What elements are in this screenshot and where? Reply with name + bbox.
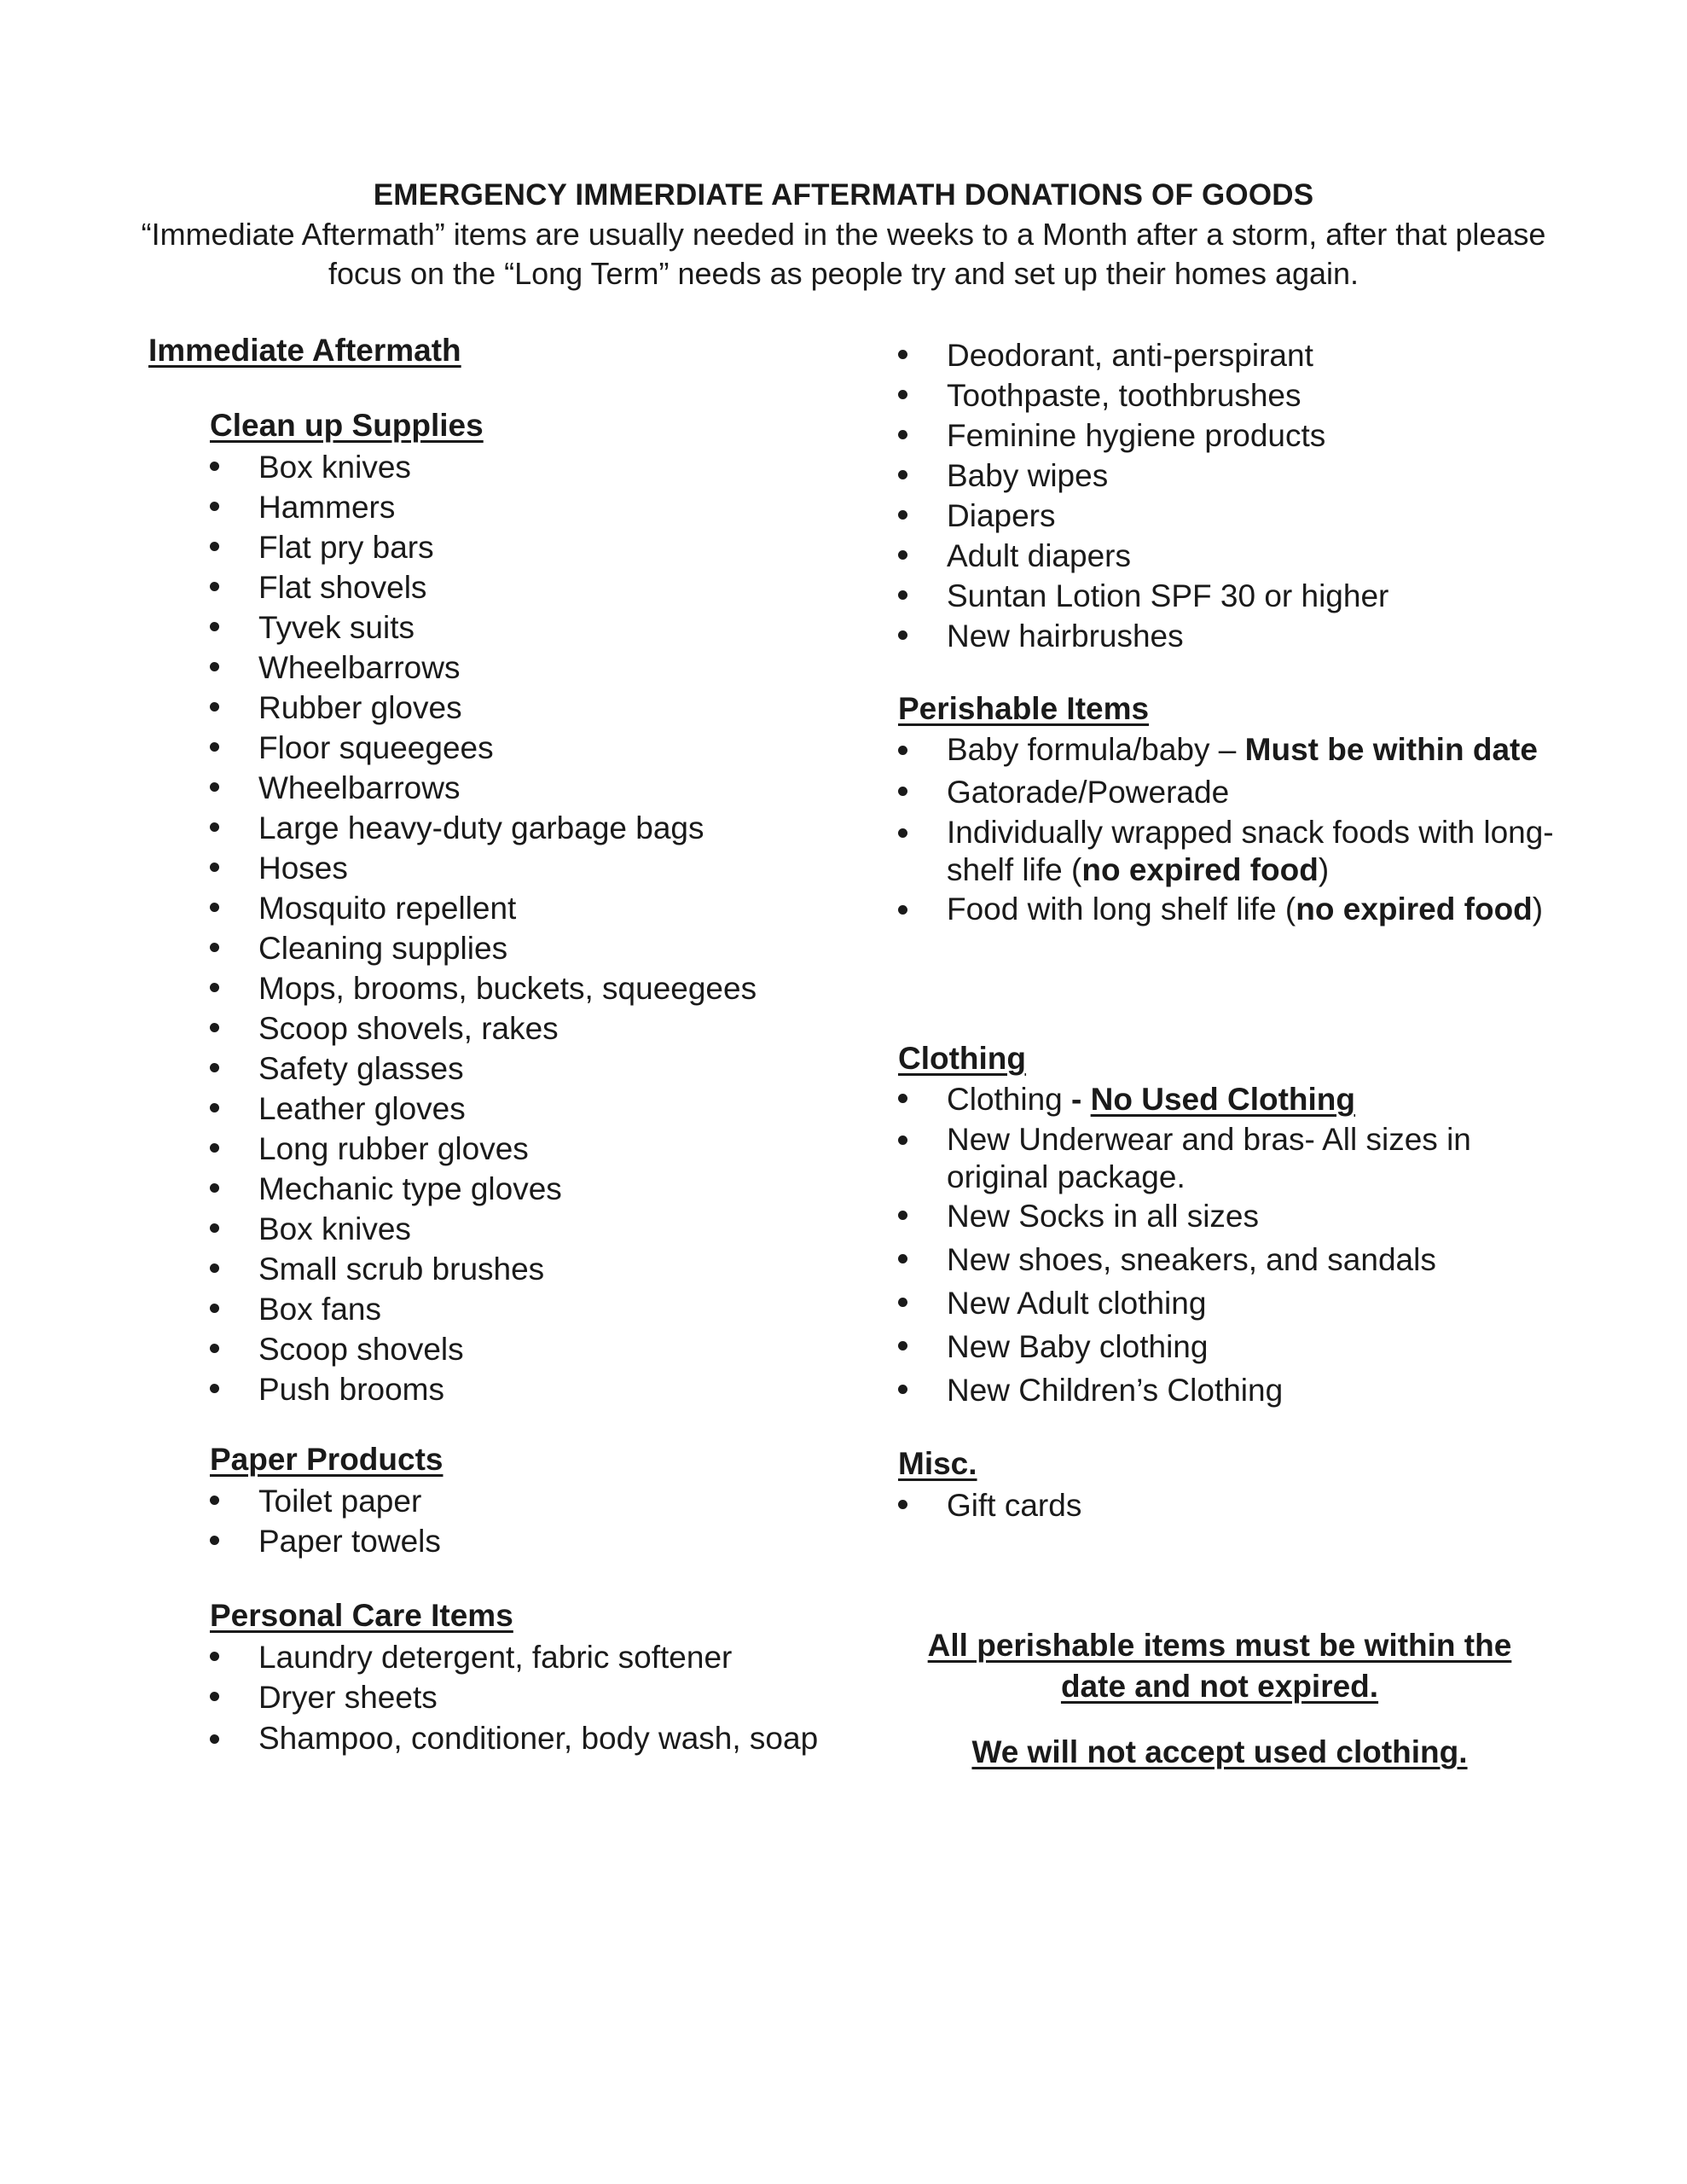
- bullet-icon: [210, 782, 219, 792]
- bullet-icon: [898, 630, 907, 640]
- bullet-icon: [210, 1063, 219, 1072]
- clothing-heading: Clothing: [898, 1041, 1027, 1076]
- bullet-icon: [210, 502, 219, 511]
- list-item: Individually wrapped snack foods with long-shelf life (no expired food): [898, 814, 1578, 889]
- bullet-icon: [898, 510, 907, 520]
- list-item: Small scrub brushes: [210, 1249, 807, 1289]
- misc-heading: Misc.: [898, 1446, 977, 1481]
- list-item: Paper towels: [210, 1521, 807, 1561]
- list-item: Flat shovels: [210, 567, 807, 607]
- list-item: Hammers: [210, 487, 807, 527]
- list-item: Safety glasses: [210, 1048, 807, 1089]
- document-intro: “Immediate Aftermath” items are usually needed in the weeks to a Month after a storm, after that please focus on the “Long Term” needs as people try and set up their homes again.: [141, 217, 1546, 291]
- list-item: Box fans: [210, 1289, 807, 1329]
- bullet-icon: [898, 590, 907, 600]
- list-item: New Socks in all sizes: [898, 1196, 1563, 1236]
- bullet-icon: [210, 903, 219, 912]
- bullet-icon: [210, 1183, 219, 1193]
- bullet-icon: [898, 390, 907, 399]
- bullet-icon: [210, 1263, 219, 1273]
- list-item: Mechanic type gloves: [210, 1169, 807, 1209]
- list-item: Floor squeegees: [210, 728, 807, 768]
- immediate-aftermath-heading: Immediate Aftermath: [148, 333, 461, 368]
- list-item: Suntan Lotion SPF 30 or higher: [898, 576, 1563, 616]
- list-item: Wheelbarrows: [210, 648, 807, 688]
- list-item: Leather gloves: [210, 1089, 807, 1129]
- bullet-icon: [210, 1652, 219, 1661]
- bullet-icon: [898, 430, 907, 439]
- bullet-icon: [210, 702, 219, 712]
- paper-products-heading: Paper Products: [210, 1442, 443, 1477]
- list-item: Large heavy-duty garbage bags: [210, 808, 807, 848]
- list-item: Clothing - No Used Clothing: [898, 1079, 1563, 1119]
- bullet-icon: [210, 1384, 219, 1393]
- list-item: Rubber gloves: [210, 688, 807, 728]
- list-item: Laundry detergent, fabric softener: [210, 1637, 807, 1677]
- bullet-icon: [898, 828, 907, 838]
- bullet-icon: [898, 1211, 907, 1220]
- bullet-icon: [898, 1385, 907, 1394]
- bullet-icon: [898, 905, 907, 915]
- list-item: Box knives: [210, 1209, 807, 1249]
- bullet-icon: [210, 622, 219, 631]
- list-item: Box knives: [210, 447, 807, 487]
- bullet-icon: [898, 1136, 907, 1145]
- bullet-icon: [210, 1304, 219, 1313]
- clothing-notice: We will not accept used clothing.: [971, 1734, 1468, 1769]
- list-item: Dryer sheets: [210, 1677, 807, 1717]
- bullet-icon: [210, 1734, 219, 1744]
- list-item: Cleaning supplies: [210, 928, 807, 968]
- bullet-icon: [210, 983, 219, 992]
- bullet-icon: [898, 746, 907, 755]
- misc-list: [898, 1485, 1563, 1525]
- list-item: Scoop shovels, rakes: [210, 1008, 807, 1048]
- document-title: EMERGENCY IMMERDIATE AFTERMATH DONATIONS OF GOODS: [373, 178, 1314, 212]
- list-item: Long rubber gloves: [210, 1129, 807, 1169]
- list-item: Tyvek suits: [210, 607, 807, 648]
- list-item: New Adult clothing: [898, 1283, 1563, 1323]
- list-item: Adult diapers: [898, 536, 1563, 576]
- list-item: Mosquito repellent: [210, 888, 807, 928]
- list-item: Wheelbarrows: [210, 768, 807, 808]
- list-item: Baby wipes: [898, 456, 1563, 496]
- bullet-icon: [898, 470, 907, 479]
- personal-care-heading: Personal Care Items: [210, 1598, 513, 1633]
- perishable-items-list: [898, 731, 1563, 928]
- bullet-icon: [210, 1692, 219, 1701]
- bullet-icon: [210, 1223, 219, 1233]
- list-item: Feminine hygiene products: [898, 415, 1563, 456]
- bullet-icon: [210, 1536, 219, 1545]
- bullet-icon: [898, 1254, 907, 1263]
- list-item: New Children’s Clothing: [898, 1370, 1563, 1410]
- cleanup-supplies-list: [210, 447, 807, 1409]
- list-item: Mops, brooms, buckets, squeegees: [210, 968, 807, 1008]
- list-item: New Underwear and bras- All sizes in original package.: [898, 1121, 1561, 1196]
- bullet-icon: [210, 1103, 219, 1112]
- list-item: Toothpaste, toothbrushes: [898, 375, 1563, 415]
- list-item: Scoop shovels: [210, 1329, 807, 1369]
- list-item: Baby formula/baby – Must be within date: [898, 731, 1578, 769]
- personal-care-continued-list: [898, 335, 1563, 656]
- perishable-items-heading: Perishable Items: [898, 691, 1150, 726]
- list-item: Food with long shelf life (no expired food): [898, 891, 1578, 928]
- bullet-icon: [210, 1023, 219, 1032]
- bullet-icon: [210, 582, 219, 591]
- bullet-icon: [898, 550, 907, 560]
- paper-products-list: [210, 1481, 807, 1561]
- bullet-icon: [210, 822, 219, 832]
- list-item: Toilet paper: [210, 1481, 807, 1521]
- bullet-icon: [898, 350, 907, 359]
- list-item: Push brooms: [210, 1369, 807, 1409]
- bullet-icon: [210, 863, 219, 872]
- list-item: Gift cards: [898, 1485, 1563, 1525]
- list-item: Deodorant, anti-perspirant: [898, 335, 1563, 375]
- bullet-icon: [898, 1094, 907, 1103]
- bullet-icon: [210, 1143, 219, 1153]
- bullet-icon: [210, 542, 219, 551]
- bullet-icon: [210, 943, 219, 952]
- list-item: Diapers: [898, 496, 1563, 536]
- list-item: Shampoo, conditioner, body wash, soap: [210, 1720, 821, 1757]
- clothing-list: [898, 1079, 1563, 1410]
- personal-care-list: [210, 1637, 819, 1757]
- bullet-icon: [210, 462, 219, 471]
- document-header: [111, 176, 1576, 293]
- bullet-icon: [210, 1496, 219, 1505]
- cleanup-supplies-heading: Clean up Supplies: [210, 408, 484, 443]
- bullet-icon: [898, 787, 907, 796]
- list-item: New shoes, sneakers, and sandals: [898, 1240, 1563, 1280]
- bullet-icon: [210, 1344, 219, 1353]
- bullet-icon: [210, 662, 219, 671]
- perishable-notice: All perishable items must be within the date and not expired.: [927, 1628, 1512, 1704]
- bullet-icon: [898, 1298, 907, 1307]
- list-item: New Baby clothing: [898, 1327, 1563, 1367]
- bullet-icon: [210, 742, 219, 752]
- list-item: Gatorade/Powerade: [898, 772, 1563, 812]
- list-item: Flat pry bars: [210, 527, 807, 567]
- list-item: Hoses: [210, 848, 807, 888]
- bullet-icon: [898, 1341, 907, 1350]
- list-item: New hairbrushes: [898, 616, 1563, 656]
- bullet-icon: [898, 1500, 907, 1509]
